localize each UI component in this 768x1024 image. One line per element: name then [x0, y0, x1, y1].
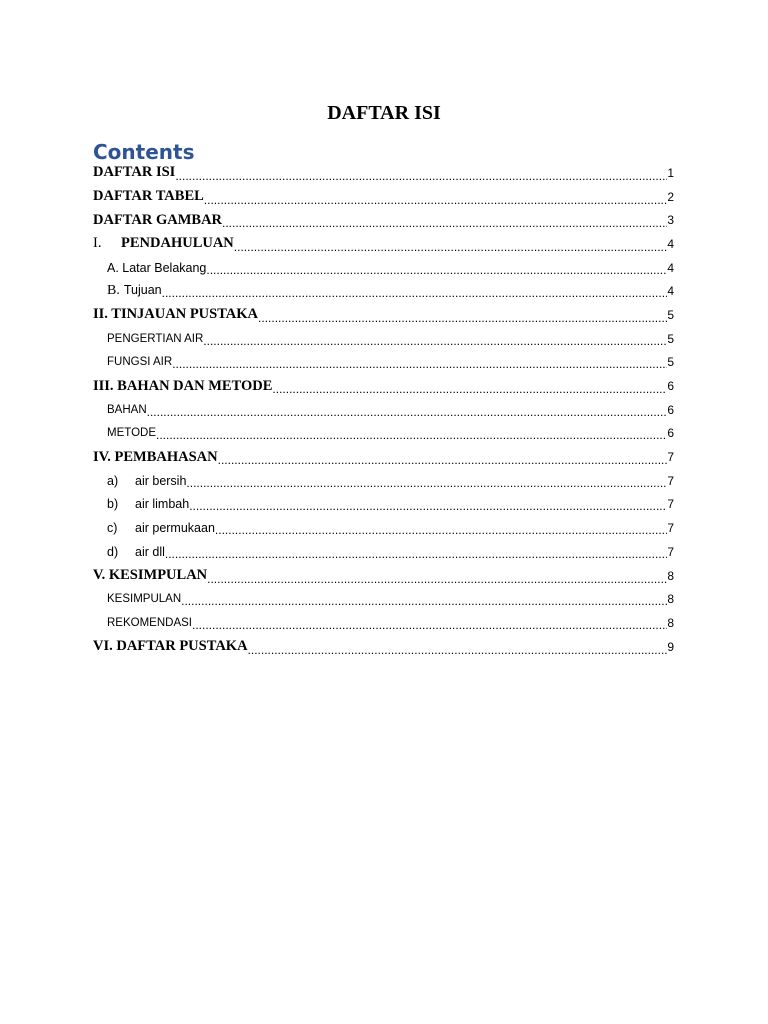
toc-entry-air-limbah[interactable] — [93, 493, 674, 517]
toc-entry-bahan-dan-metode[interactable] — [93, 374, 674, 398]
toc-entry-tinjauan-pustaka[interactable] — [93, 303, 674, 327]
toc-page-number: 9 — [667, 639, 674, 654]
toc-entry-tujuan[interactable] — [93, 279, 674, 303]
toc-page-number: 6 — [667, 426, 674, 441]
toc-entry-air-permukaan[interactable] — [93, 516, 674, 540]
toc-entry-marker: c) — [107, 521, 118, 536]
dot-leader — [218, 453, 668, 467]
toc-page-number: 4 — [667, 284, 674, 299]
toc-entry-text: air permukaan — [135, 521, 215, 536]
toc-entry-text: air dll — [135, 544, 165, 559]
toc-page-number: 7 — [667, 497, 674, 512]
toc-entry-text: V. KESIMPULAN — [93, 567, 208, 584]
toc-entry-daftar-tabel[interactable] — [93, 185, 674, 209]
dot-leader — [206, 263, 667, 277]
toc-page-number: 3 — [667, 213, 674, 228]
toc-page-number: 5 — [667, 331, 674, 346]
toc-entry-daftar-isi[interactable] — [93, 161, 674, 185]
toc-entry-pendahuluan[interactable] — [93, 232, 674, 256]
dot-leader — [215, 523, 667, 537]
toc-entry-text: A. Latar Belakang — [107, 260, 207, 275]
toc-entry-pembahasan[interactable] — [93, 445, 674, 469]
dot-leader — [165, 547, 667, 561]
toc-entry-text: VI. DAFTAR PUSTAKA — [93, 638, 248, 655]
dot-leader — [147, 405, 668, 419]
table-of-contents — [93, 161, 674, 658]
toc-page-number: 7 — [667, 544, 674, 559]
toc-entry-text: PENDAHULUAN — [121, 235, 234, 252]
dot-leader — [156, 428, 667, 442]
dot-leader — [181, 594, 667, 608]
document-title: DAFTAR ISI — [327, 102, 441, 124]
toc-page-number: 2 — [667, 189, 674, 204]
toc-entry-daftar-pustaka[interactable] — [93, 635, 674, 659]
toc-entry-fungsi-air[interactable] — [93, 351, 674, 375]
toc-entry-latar-belakang[interactable] — [93, 256, 674, 280]
toc-entry-bahan[interactable] — [93, 398, 674, 422]
toc-entry-air-dll[interactable] — [93, 540, 674, 564]
toc-page-number: 1 — [667, 165, 674, 180]
toc-entry-text: III. BAHAN DAN METODE — [93, 377, 273, 394]
dot-leader — [172, 357, 667, 371]
toc-entry-metode[interactable] — [93, 422, 674, 446]
toc-entry-kesimpulan-chapter[interactable] — [93, 564, 674, 588]
dot-leader — [175, 169, 667, 183]
toc-page-number: 7 — [667, 473, 674, 488]
dot-leader — [222, 216, 667, 230]
toc-page-number: 8 — [667, 568, 674, 583]
dot-leader — [186, 476, 667, 490]
dot-leader — [207, 572, 667, 586]
toc-page-number: 5 — [667, 307, 674, 322]
toc-entry-text: BAHAN — [107, 403, 147, 416]
toc-entry-marker: B. — [107, 283, 120, 299]
toc-page-number: 4 — [667, 236, 674, 251]
toc-entry-marker: b) — [107, 497, 119, 512]
toc-entry-text: DAFTAR TABEL — [93, 188, 204, 205]
toc-entry-marker: d) — [107, 544, 119, 559]
toc-page-number: 4 — [667, 260, 674, 275]
toc-entry-rekomendasi[interactable] — [93, 611, 674, 635]
dot-leader — [234, 240, 668, 254]
toc-page-number: 8 — [667, 615, 674, 630]
toc-entry-text: METODE — [107, 427, 156, 440]
dot-leader — [192, 618, 667, 632]
toc-entry-text: air bersih — [135, 473, 187, 488]
toc-entry-text: DAFTAR GAMBAR — [93, 211, 223, 228]
toc-page-number: 6 — [667, 402, 674, 417]
toc-entry-air-bersih[interactable] — [93, 469, 674, 493]
toc-page-number: 6 — [667, 379, 674, 394]
toc-entry-marker: a) — [107, 473, 119, 488]
toc-entry-kesimpulan[interactable] — [93, 587, 674, 611]
dot-leader — [189, 499, 667, 513]
toc-entry-text: KESIMPULAN — [107, 593, 182, 606]
dot-leader — [248, 643, 668, 657]
toc-entry-daftar-gambar[interactable] — [93, 208, 674, 232]
dot-leader — [258, 311, 667, 325]
dot-leader — [204, 193, 668, 207]
dot-leader — [162, 286, 668, 300]
toc-entry-text: Tujuan — [123, 283, 162, 298]
toc-entry-text: II. TINJAUAN PUSTAKA — [93, 306, 259, 323]
toc-heading: Contents — [93, 140, 195, 164]
toc-entry-text: DAFTAR ISI — [93, 164, 176, 181]
toc-page-number: 5 — [667, 355, 674, 370]
toc-entry-text: REKOMENDASI — [107, 616, 192, 629]
toc-page-number: 8 — [667, 592, 674, 607]
toc-entry-text: IV. PEMBAHASAN — [93, 448, 218, 465]
toc-entry-text: PENGERTIAN AIR — [107, 332, 204, 345]
toc-entry-marker: I. — [93, 235, 102, 252]
toc-page-number: 7 — [667, 521, 674, 536]
toc-entry-text: air limbah — [135, 497, 190, 512]
dot-leader — [203, 334, 667, 348]
toc-entry-pengertian-air[interactable] — [93, 327, 674, 351]
toc-entry-text: FUNGSI AIR — [107, 356, 173, 369]
dot-leader — [272, 382, 667, 396]
toc-page-number: 7 — [667, 450, 674, 465]
